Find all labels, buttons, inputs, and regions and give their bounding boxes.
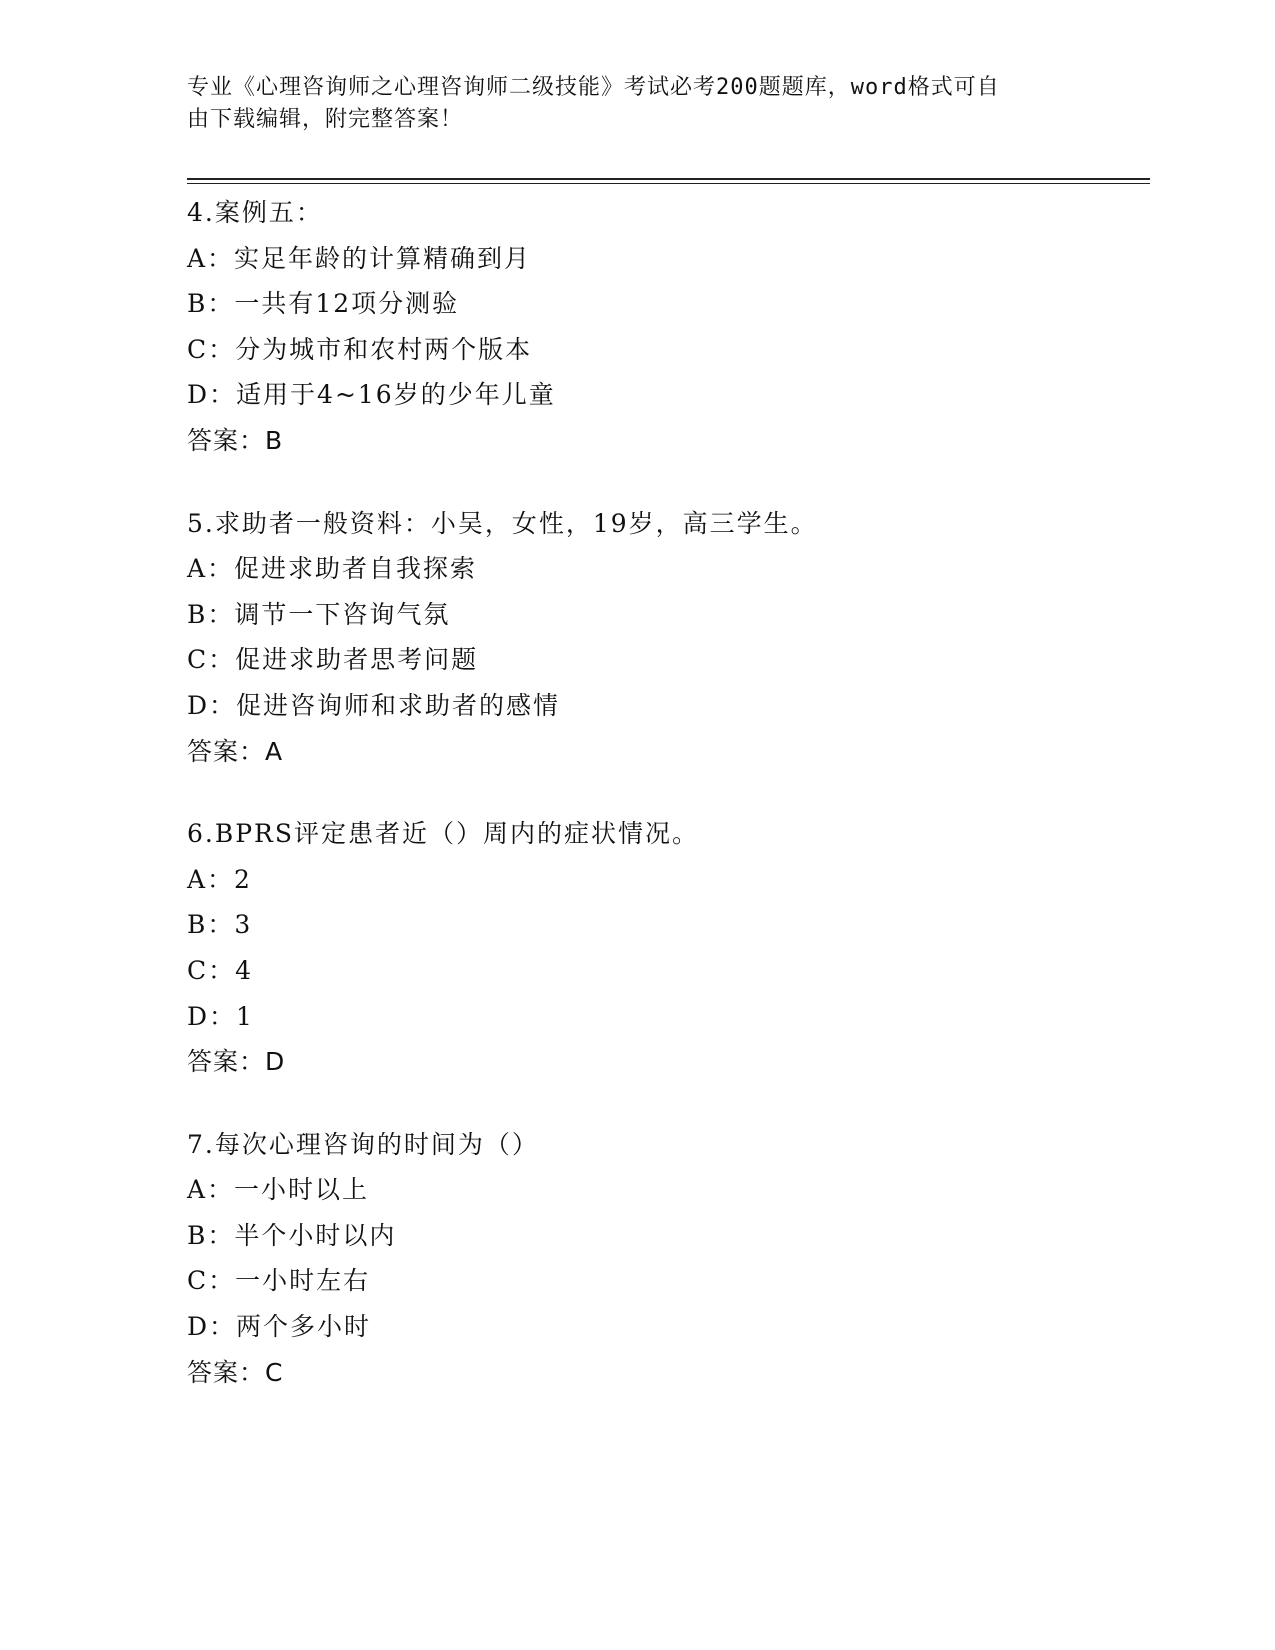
header-divider-thin xyxy=(187,183,1150,184)
option-b: B：半个小时以内 xyxy=(187,1220,397,1250)
option-d: D：1 xyxy=(187,1001,254,1031)
option-d: D：适用于4~16岁的少年儿童 xyxy=(187,380,556,410)
answer: 答案：A xyxy=(187,736,284,766)
answer: 答案：B xyxy=(187,425,284,455)
option-b: B：调节一下咨询气氛 xyxy=(187,599,451,629)
question-stem: 6.BPRS评定患者近（）周内的症状情况。 xyxy=(187,819,699,849)
question-7 xyxy=(187,1122,1147,1396)
option-b: B：3 xyxy=(187,910,253,940)
option-a: A：促进求助者自我探索 xyxy=(187,554,478,584)
question-stem: 4.案例五： xyxy=(187,198,323,227)
question-4 xyxy=(187,190,1147,464)
question-6 xyxy=(187,811,1147,1085)
option-c: C：4 xyxy=(187,955,254,985)
header-line-2: 由下载编辑，附完整答案！ xyxy=(187,107,464,132)
option-a: A：实足年龄的计算精确到月 xyxy=(187,243,532,273)
option-a: A：2 xyxy=(187,864,252,894)
question-5 xyxy=(187,501,1147,775)
header-divider xyxy=(187,178,1150,180)
question-stem: 5.求助者一般资料：小吴，女性，19岁，高三学生。 xyxy=(187,508,818,538)
option-d: D：两个多小时 xyxy=(187,1312,372,1342)
option-a: A：一小时以上 xyxy=(187,1175,370,1205)
option-c: C：一小时左右 xyxy=(187,1266,371,1296)
answer: 答案：C xyxy=(187,1357,284,1387)
header-line-1: 专业《心理咨询师之心理咨询师二级技能》考试必考200题题库，word格式可自 xyxy=(187,75,1000,100)
option-c: C：分为城市和农村两个版本 xyxy=(187,334,533,364)
document-header xyxy=(187,72,1067,136)
question-list xyxy=(187,190,1147,1432)
answer: 答案：D xyxy=(187,1047,286,1077)
question-stem: 7.每次心理咨询的时间为（） xyxy=(187,1129,539,1159)
option-b: B：一共有12项分测验 xyxy=(187,289,460,319)
option-d: D：促进咨询师和求助者的感情 xyxy=(187,690,561,720)
option-c: C：促进求助者思考问题 xyxy=(187,645,479,675)
